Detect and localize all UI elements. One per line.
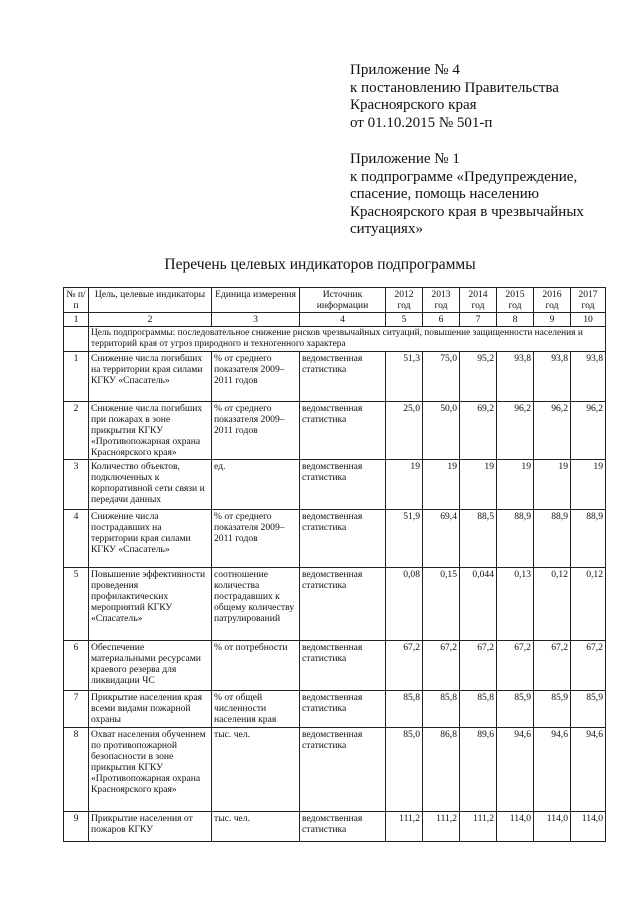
value-cell: 88,5 <box>460 510 497 568</box>
source-cell: ведомственная статистика <box>300 691 386 728</box>
indicator-name-cell: Снижение числа погибших на территории края силами КГКУ «Спасатель» <box>89 352 212 402</box>
value-cell: 69,4 <box>423 510 460 568</box>
col-number: 8 <box>497 313 534 327</box>
value-cell: 19 <box>386 460 423 510</box>
col-number: 2 <box>89 313 212 327</box>
value-cell: 94,6 <box>534 728 571 812</box>
table-row <box>64 812 606 842</box>
col-number: 9 <box>534 313 571 327</box>
value-cell: 88,9 <box>497 510 534 568</box>
unit-cell: % от общей численности населения края <box>212 691 300 728</box>
value-cell: 86,8 <box>423 728 460 812</box>
col-header: 2013 год <box>423 288 460 313</box>
goal-spacer <box>64 327 89 352</box>
value-cell: 69,2 <box>460 402 497 460</box>
col-header: Цель, целевые индикаторы <box>89 288 212 313</box>
appendix-header <box>350 62 610 239</box>
row-number-cell: 7 <box>64 691 89 728</box>
annex-1-block <box>350 151 610 239</box>
unit-cell: ед. <box>212 460 300 510</box>
table-row <box>64 728 606 812</box>
value-cell: 111,2 <box>423 812 460 842</box>
annex-4-line-4: от 01.10.2015 № 501-п <box>350 114 493 131</box>
value-cell: 114,0 <box>571 812 606 842</box>
unit-cell: соотношение количества пострадавших к общему количеству патрулирований <box>212 568 300 641</box>
col-number: 4 <box>300 313 386 327</box>
value-cell: 50,0 <box>423 402 460 460</box>
unit-cell: тыс. чел. <box>212 812 300 842</box>
value-cell: 85,8 <box>423 691 460 728</box>
value-cell: 67,2 <box>423 641 460 691</box>
value-cell: 67,2 <box>534 641 571 691</box>
value-cell: 0,044 <box>460 568 497 641</box>
value-cell: 94,6 <box>497 728 534 812</box>
annex-4-line-1: Приложение № 4 <box>350 62 460 78</box>
value-cell: 19 <box>423 460 460 510</box>
indicator-name-cell: Обеспечение материальными ресурсами краевого резерва для ликвидации ЧС <box>89 641 212 691</box>
source-cell: ведомственная статистика <box>300 352 386 402</box>
row-number-cell: 9 <box>64 812 89 842</box>
table-row <box>64 691 606 728</box>
value-cell: 85,0 <box>386 728 423 812</box>
row-number-cell: 8 <box>64 728 89 812</box>
value-cell: 93,8 <box>571 352 606 402</box>
table-row <box>64 568 606 641</box>
value-cell: 88,9 <box>571 510 606 568</box>
value-cell: 19 <box>534 460 571 510</box>
indicator-name-cell: Прикрытие населения края всеми видами пожарной охраны <box>89 691 212 728</box>
source-cell: ведомственная статистика <box>300 568 386 641</box>
row-number-cell: 2 <box>64 402 89 460</box>
col-number: 6 <box>423 313 460 327</box>
value-cell: 114,0 <box>497 812 534 842</box>
col-header: 2014 год <box>460 288 497 313</box>
source-cell: ведомственная статистика <box>300 460 386 510</box>
unit-cell: тыс. чел. <box>212 728 300 812</box>
value-cell: 0,08 <box>386 568 423 641</box>
annex-1-line-1: Приложение № 1 <box>350 151 460 167</box>
value-cell: 0,12 <box>571 568 606 641</box>
indicator-name-cell: Охват населения обученнем по противопожарной безопасности в зоне прикрытия КГКУ «Противопожарная охрана Красноярского края» <box>89 728 212 812</box>
value-cell: 85,8 <box>460 691 497 728</box>
indicator-name-cell: Снижение числа погибших при пожарах в зоне прикрытия КГКУ «Противопожарная охрана Красноярского края» <box>89 402 212 460</box>
value-cell: 25,0 <box>386 402 423 460</box>
value-cell: 88,9 <box>534 510 571 568</box>
col-header: 2016 год <box>534 288 571 313</box>
table-row <box>64 352 606 402</box>
table-row <box>64 641 606 691</box>
value-cell: 85,8 <box>386 691 423 728</box>
value-cell: 75,0 <box>423 352 460 402</box>
column-number-row <box>64 313 606 327</box>
table-row <box>64 460 606 510</box>
goal-row <box>64 327 606 352</box>
unit-cell: % от среднего показателя 2009–2011 годов <box>212 402 300 460</box>
row-number-cell: 6 <box>64 641 89 691</box>
table-row <box>64 510 606 568</box>
value-cell: 51,9 <box>386 510 423 568</box>
source-cell: ведомственная статистика <box>300 402 386 460</box>
indicator-name-cell: Снижение числа пострадавших на территории края силами КГКУ «Спасатель» <box>89 510 212 568</box>
col-header: 2017 год <box>571 288 606 313</box>
value-cell: 96,2 <box>534 402 571 460</box>
row-number-cell: 3 <box>64 460 89 510</box>
indicator-name-cell: Количество объектов, подключенных к корпоративной сети связи и передачи данных <box>89 460 212 510</box>
col-header: 2012 год <box>386 288 423 313</box>
table-row <box>64 402 606 460</box>
unit-cell: % от среднего показателя 2009–2011 годов <box>212 510 300 568</box>
col-number: 10 <box>571 313 606 327</box>
source-cell: ведомственная статистика <box>300 641 386 691</box>
row-number-cell: 1 <box>64 352 89 402</box>
row-number-cell: 5 <box>64 568 89 641</box>
col-number: 3 <box>212 313 300 327</box>
annex-1-line-4: Красноярского края в чрезвычайных <box>350 203 584 220</box>
source-cell: ведомственная статистика <box>300 510 386 568</box>
col-header: № п/п <box>64 288 89 313</box>
value-cell: 67,2 <box>460 641 497 691</box>
indicators-table <box>63 287 606 842</box>
value-cell: 0,15 <box>423 568 460 641</box>
value-cell: 67,2 <box>497 641 534 691</box>
source-cell: ведомственная статистика <box>300 812 386 842</box>
value-cell: 94,6 <box>571 728 606 812</box>
value-cell: 19 <box>571 460 606 510</box>
value-cell: 0,12 <box>534 568 571 641</box>
value-cell: 51,3 <box>386 352 423 402</box>
col-number: 5 <box>386 313 423 327</box>
indicator-name-cell: Прикрытие населения от пожаров КГКУ <box>89 812 212 842</box>
annex-4-line-2: к постановлению Правительства <box>350 79 559 96</box>
row-number-cell: 4 <box>64 510 89 568</box>
unit-cell: % от среднего показателя 2009–2011 годов <box>212 352 300 402</box>
goal-text: Цель подпрограммы: последовательное снижение рисков чрезвычайных ситуаций, повышение защищенности населения и территорий края от угроз природного и техногенного характера <box>89 327 606 352</box>
value-cell: 96,2 <box>571 402 606 460</box>
annex-1-line-5: ситуациях» <box>350 221 423 237</box>
col-number: 1 <box>64 313 89 327</box>
value-cell: 96,2 <box>497 402 534 460</box>
value-cell: 89,6 <box>460 728 497 812</box>
value-cell: 111,2 <box>386 812 423 842</box>
annex-1-line-3: спасение, помощь населению <box>350 186 540 202</box>
annex-1-line-2: к подпрограмме «Предупреждение, <box>350 168 578 185</box>
document-title: Перечень целевых индикаторов подпрограммы <box>164 256 476 273</box>
source-cell: ведомственная статистика <box>300 728 386 812</box>
value-cell: 19 <box>460 460 497 510</box>
value-cell: 19 <box>497 460 534 510</box>
col-header: Источник информации <box>300 288 386 313</box>
value-cell: 67,2 <box>571 641 606 691</box>
annex-4-line-3: Красноярского края <box>350 97 477 113</box>
table-header-row <box>64 288 606 313</box>
col-number: 7 <box>460 313 497 327</box>
unit-cell: % от потребности <box>212 641 300 691</box>
value-cell: 93,8 <box>497 352 534 402</box>
value-cell: 85,9 <box>497 691 534 728</box>
value-cell: 0,13 <box>497 568 534 641</box>
col-header: 2015 год <box>497 288 534 313</box>
indicator-name-cell: Повышение эффективности проведения профилактических мероприятий КГКУ «Спасатель» <box>89 568 212 641</box>
value-cell: 67,2 <box>386 641 423 691</box>
value-cell: 85,9 <box>571 691 606 728</box>
value-cell: 111,2 <box>460 812 497 842</box>
value-cell: 114,0 <box>534 812 571 842</box>
value-cell: 85,9 <box>534 691 571 728</box>
value-cell: 95,2 <box>460 352 497 402</box>
col-header: Единица измерения <box>212 288 300 313</box>
value-cell: 93,8 <box>534 352 571 402</box>
